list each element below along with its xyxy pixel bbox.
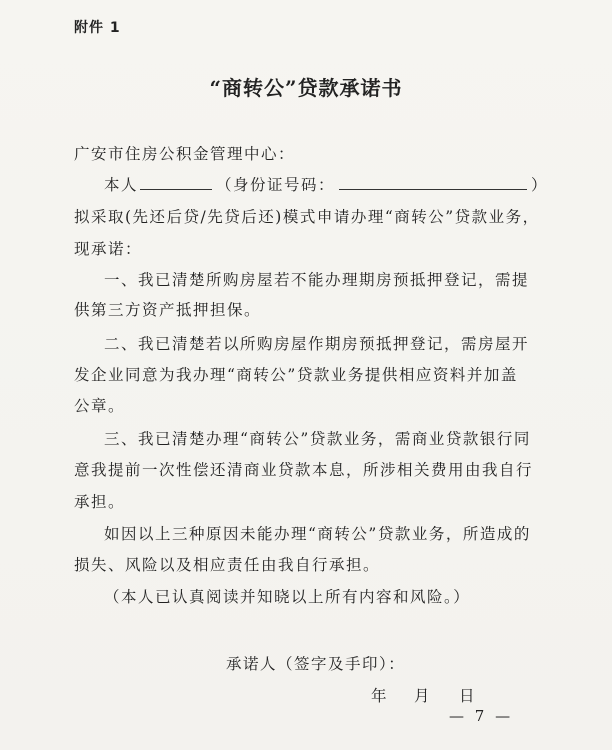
salutation: 广安市住房公积金管理中心： bbox=[74, 145, 296, 163]
body-line: 现承诺： bbox=[74, 240, 143, 258]
body-line: （本人已认真阅读并知晓以上所有内容和风险。） bbox=[104, 588, 471, 606]
date-day: 日 bbox=[459, 687, 475, 705]
document-title: “商转公”贷款承诺书 bbox=[209, 76, 403, 100]
body-line: 拟采取(先还后贷/先贷后还)模式申请办理“商转公”贷款业务， bbox=[74, 208, 540, 226]
date-year: 年 bbox=[371, 687, 387, 705]
id-number-blank bbox=[339, 175, 527, 190]
self-suffix: ） bbox=[531, 176, 549, 194]
self-info-line bbox=[104, 173, 548, 195]
name-blank bbox=[140, 175, 212, 190]
date-month: 月 bbox=[414, 687, 430, 705]
attachment-label: 附件 1 bbox=[74, 20, 121, 36]
body-line: 公章。 bbox=[74, 397, 126, 415]
body-line: 供第三方资产抵押担保。 bbox=[74, 301, 262, 319]
page-number: — 7 — bbox=[449, 707, 514, 725]
id-label: （身份证号码： bbox=[216, 176, 336, 194]
self-prefix: 本人 bbox=[104, 176, 139, 194]
body-line: 一、我已清楚所购房屋若不能办理期房预抵押登记，需提 bbox=[104, 271, 530, 289]
body-line: 意我提前一次性偿还清商业贷款本息，所涉相关费用由我自行 bbox=[74, 461, 534, 479]
body-line: 承担。 bbox=[74, 493, 126, 511]
signature-label: 承诺人（签字及手印）： bbox=[226, 655, 406, 673]
body-line: 如因以上三种原因未能办理“商转公”贷款业务，所造成的 bbox=[104, 525, 531, 543]
body-line: 二、我已清楚若以所购房屋作期房预抵押登记，需房屋开 bbox=[104, 335, 530, 353]
body-line: 三、我已清楚办理“商转公”贷款业务，需商业贷款银行同 bbox=[104, 430, 531, 448]
body-line: 损失、风险以及相应责任由我自行承担。 bbox=[74, 556, 381, 574]
body-line: 发企业同意为我办理“商转公”贷款业务提供相应资料并加盖 bbox=[74, 366, 518, 384]
